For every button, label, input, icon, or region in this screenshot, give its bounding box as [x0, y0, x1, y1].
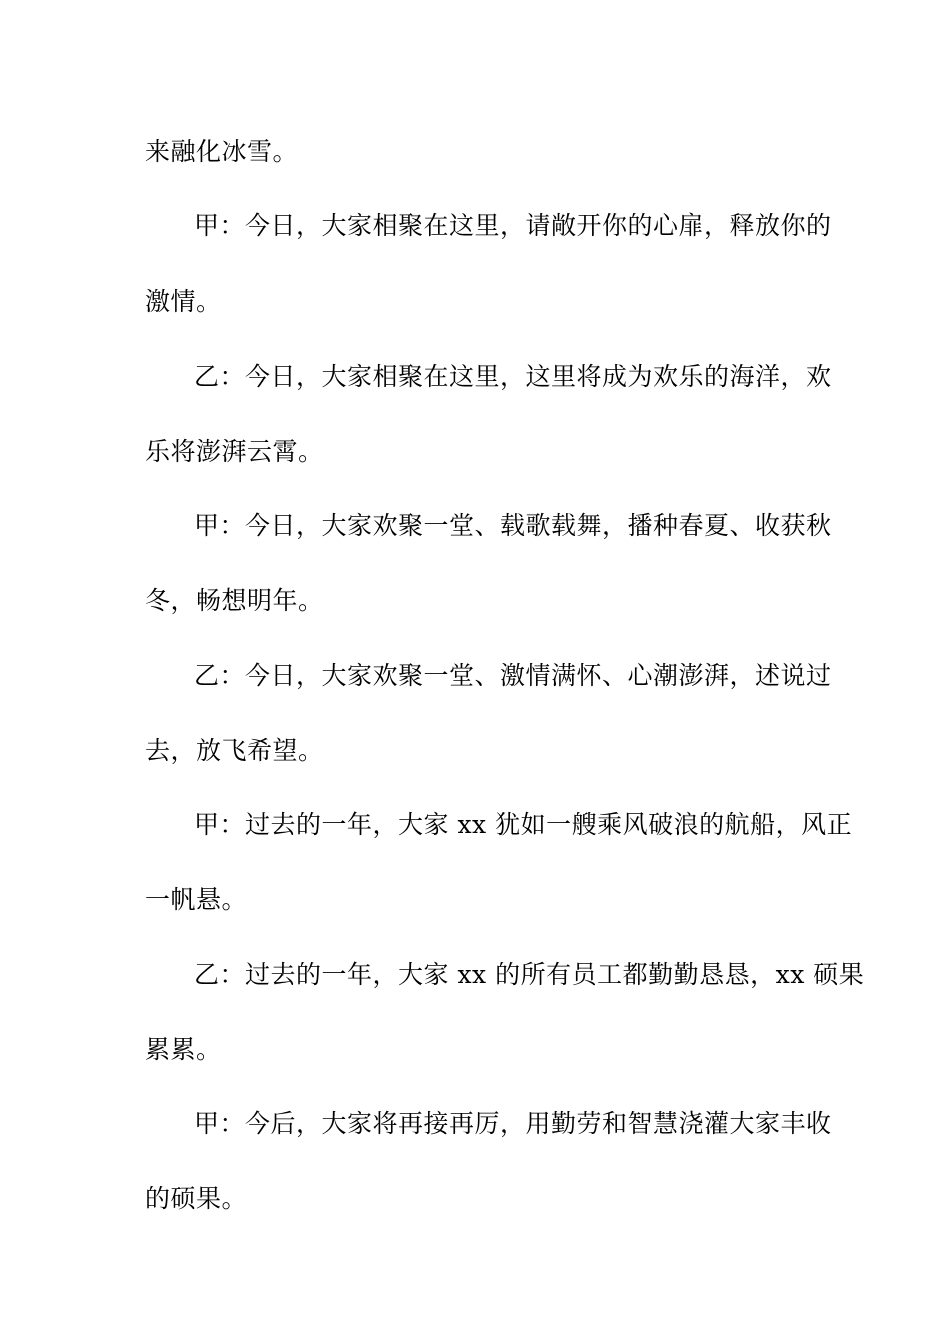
text-line: 甲：今后，大家将再接再厉，用勤劳和智慧浇灌大家丰收 — [194, 1109, 832, 1138]
text-line: 乐将澎湃云霄。 — [145, 437, 324, 466]
text-line: 甲：今日，大家相聚在这里，请敞开你的心扉，释放你的 — [194, 211, 832, 240]
text-line: 累累。 — [145, 1035, 222, 1064]
text-line: 甲：今日，大家欢聚一堂、载歌载舞，播种春夏、收获秋 — [194, 511, 832, 540]
text-line: 冬，畅想明年。 — [145, 586, 324, 615]
text-line: 的硕果。 — [145, 1184, 248, 1213]
text-line: 去，放飞希望。 — [145, 736, 324, 765]
text-line: 一帆悬。 — [145, 885, 248, 914]
text-line: 来融化冰雪。 — [145, 137, 299, 166]
text-line: 乙：过去的一年，大家 xx 的所有员工都勤勤恳恳，xx 硕果 — [194, 960, 865, 989]
text-line: 乙：今日，大家欢聚一堂、激情满怀、心潮澎湃，述说过 — [194, 661, 832, 690]
text-line: 激情。 — [145, 287, 222, 316]
text-line: 乙：今日，大家相聚在这里，这里将成为欢乐的海洋，欢 — [194, 362, 832, 391]
text-line: 甲：过去的一年，大家 xx 犹如一艘乘风破浪的航船，风正 — [194, 810, 853, 839]
